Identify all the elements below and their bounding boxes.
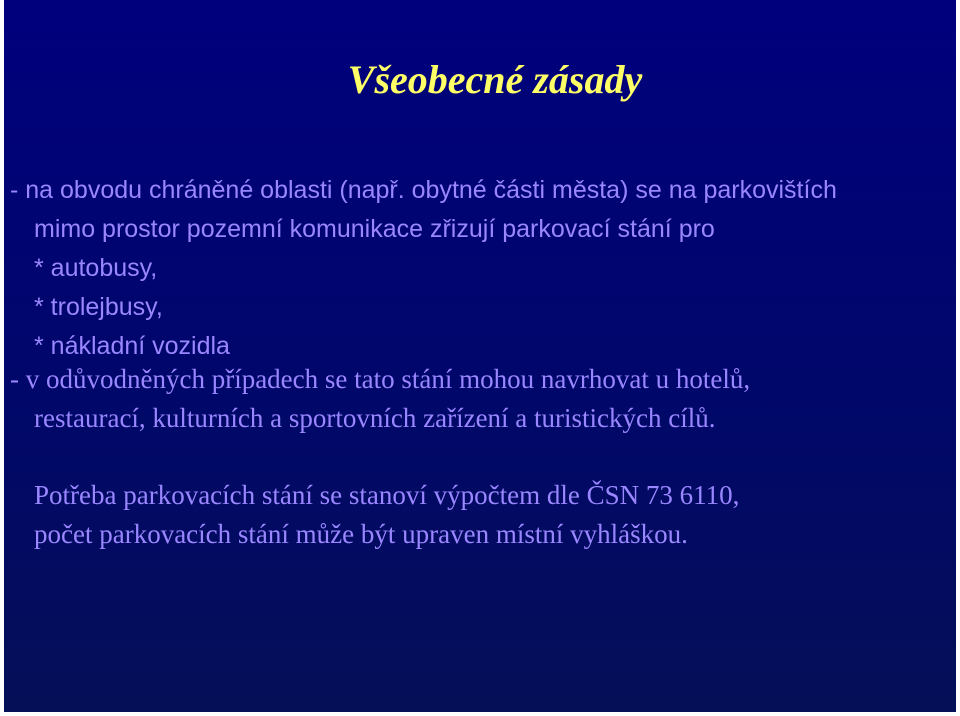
list-item-truck: * nákladní vozidla xyxy=(34,332,230,360)
list-item-bus: * autobusy, xyxy=(34,254,158,282)
text-line: počet parkovacích stání může být upraven místní vyhláškou. xyxy=(34,519,688,549)
text-line: mimo prostor pozemní komunikace zřizují parkovací stání pro xyxy=(34,215,715,243)
paragraph-parking-outside-zone xyxy=(10,171,837,366)
list-item-trolleybus: * trolejbusy, xyxy=(34,293,163,321)
paragraph-justified-cases xyxy=(10,360,750,438)
slide-title: Všeobecné zásady xyxy=(347,57,643,102)
text-line: restaurací, kulturních a sportovních zařízení a turistických cílů. xyxy=(34,403,716,433)
text-line: - na obvodu chráněné oblasti (např. obytné části města) se na parkovištích xyxy=(10,176,837,204)
text-line: - v odůvodněných případech se tato stání mohou navrhovat u hotelů, xyxy=(10,364,751,394)
paragraph-standard-calculation xyxy=(34,476,739,554)
slide xyxy=(4,0,956,712)
text-line: Potřeba parkovacích stání se stanoví výpočtem dle ČSN 73 6110, xyxy=(34,480,740,510)
